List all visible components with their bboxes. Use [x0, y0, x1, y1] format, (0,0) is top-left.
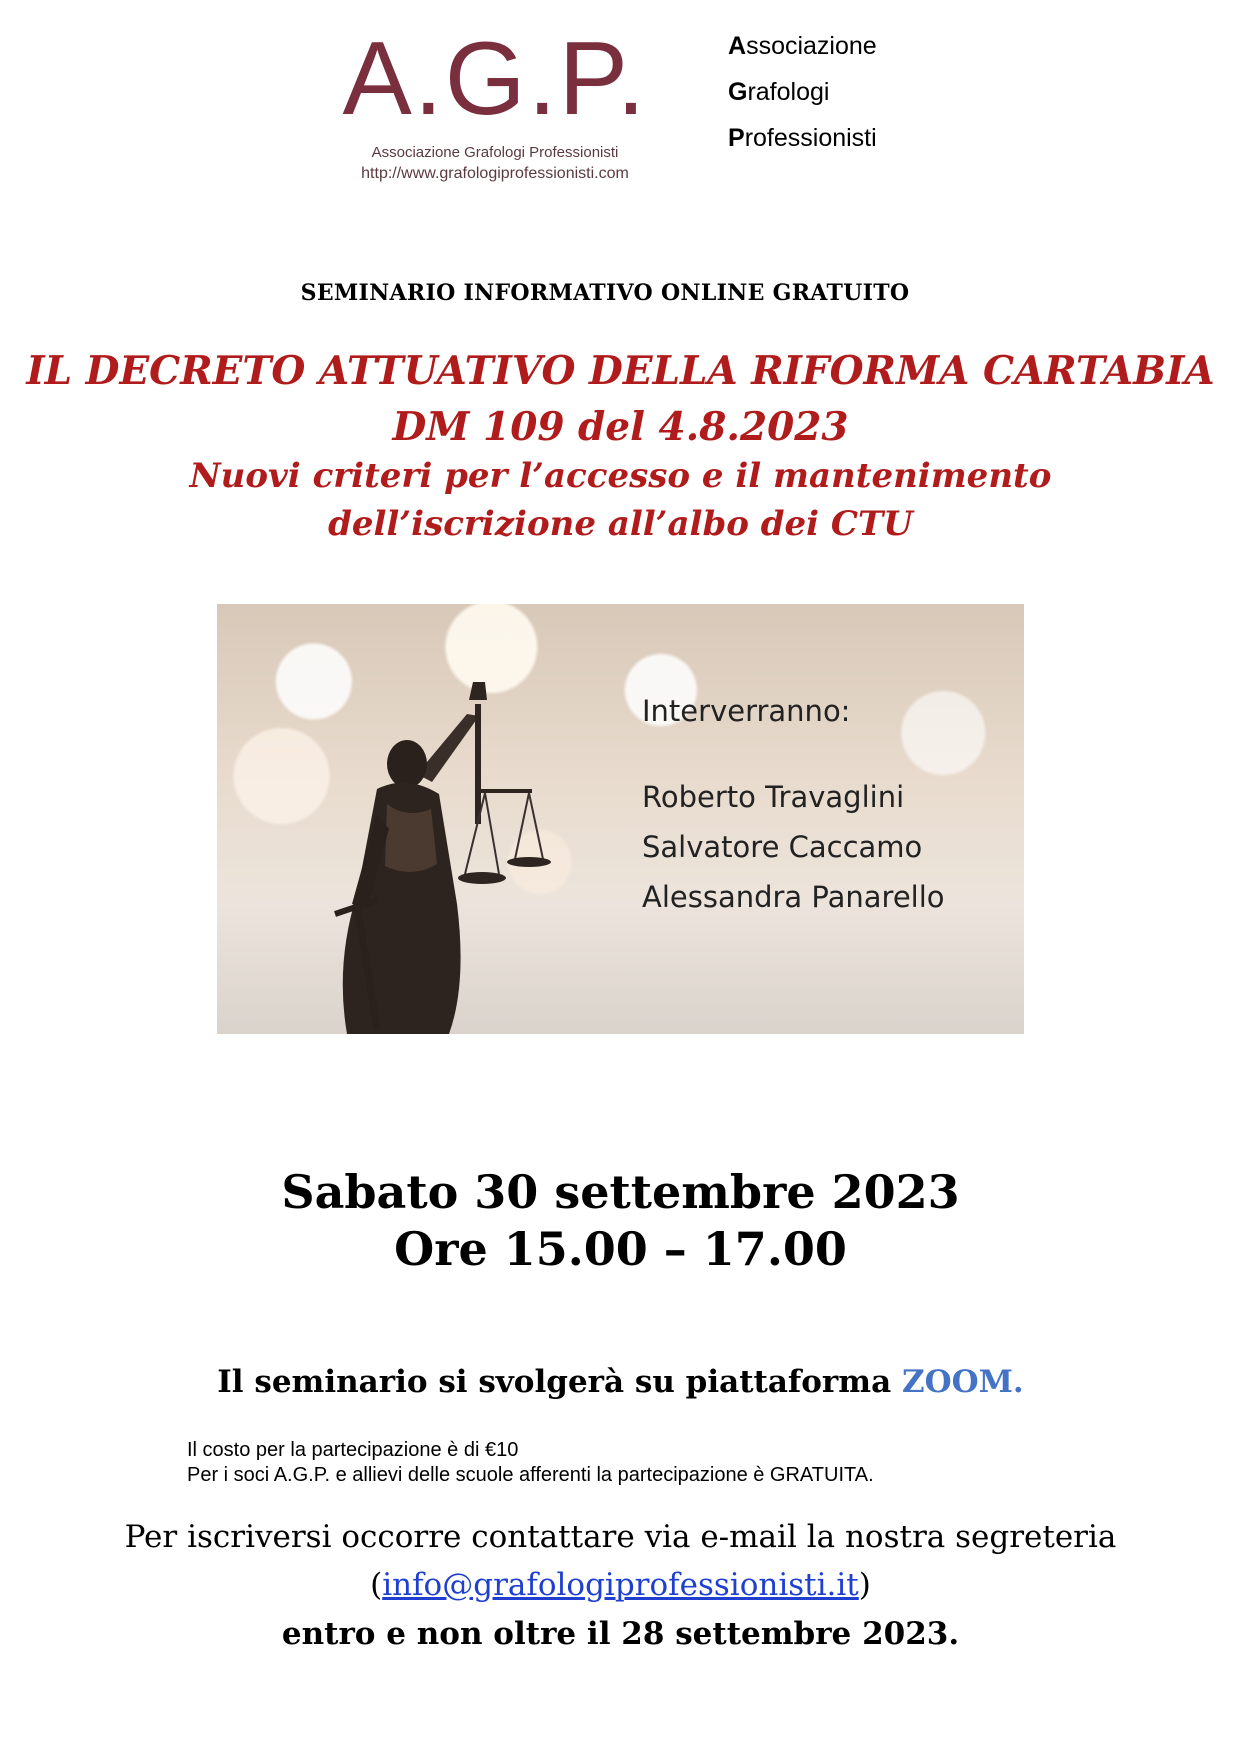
acronym-initial: G	[728, 78, 748, 106]
agp-logo	[312, 21, 678, 188]
paren-open: (	[370, 1567, 383, 1603]
cost-line-2: Per i soci A.G.P. e allievi delle scuole afferenti la partecipazione è GRATUITA.	[187, 1464, 874, 1486]
seminar-kicker: SEMINARIO INFORMATIVO ONLINE GRATUITO	[300, 280, 910, 306]
title-line-2: DM 109 del 4.8.2023	[392, 404, 849, 450]
cost-line-1: Il costo per la partecipazione è di €10	[187, 1439, 519, 1461]
speakers-panel	[642, 686, 945, 922]
speaker-name: Roberto Travaglini	[642, 780, 905, 814]
logo-mark: A.G.P.	[342, 21, 648, 137]
acronym-rest: rafologi	[747, 78, 830, 106]
acronym-block	[728, 28, 877, 166]
paren-close: )	[858, 1567, 871, 1603]
hero-image	[217, 604, 1024, 1034]
title-line-3: Nuovi criteri per l’accesso e il mantenimento	[189, 456, 1052, 496]
acronym-line-a	[728, 28, 877, 74]
platform-line	[0, 1364, 1241, 1400]
email-link[interactable]: info@grafologiprofessionisti.it	[382, 1567, 859, 1603]
platform-text: Il seminario si svolgerà su piattaforma	[217, 1364, 892, 1400]
acronym-line-p	[728, 120, 877, 166]
registration-deadline: entro e non oltre il 28 settembre 2023.	[281, 1616, 960, 1652]
registration-email-line	[0, 1567, 1241, 1603]
acronym-initial: A	[728, 32, 747, 60]
speakers-heading: Interverranno:	[642, 694, 851, 728]
speakers-gap	[642, 736, 945, 772]
acronym-initial: P	[728, 124, 745, 152]
acronym-rest: rofessionisti	[744, 124, 877, 152]
title-line-1: IL DECRETO ATTUATIVO DELLA RIFORMA CARTABIA	[26, 348, 1215, 394]
registration-line-1: Per iscriversi occorre contattare via e-mail la nostra segreteria	[124, 1519, 1117, 1555]
logo-subtitle: Associazione Grafologi Professionisti	[371, 144, 619, 161]
logo-url: http://www.grafologiprofessionisti.com	[361, 165, 629, 182]
acronym-line-g	[728, 74, 877, 120]
speaker-name: Salvatore Caccamo	[642, 830, 923, 864]
cost-info	[187, 1438, 874, 1488]
title-line-4: dell’iscrizione all’albo dei CTU	[328, 504, 913, 544]
event-date: Sabato 30 settembre 2023	[281, 1165, 960, 1219]
acronym-rest: ssociazione	[746, 32, 877, 60]
platform-zoom: ZOOM.	[901, 1364, 1024, 1400]
speaker-name: Alessandra Panarello	[642, 880, 945, 914]
event-time: Ore 15.00 – 17.00	[394, 1222, 847, 1276]
